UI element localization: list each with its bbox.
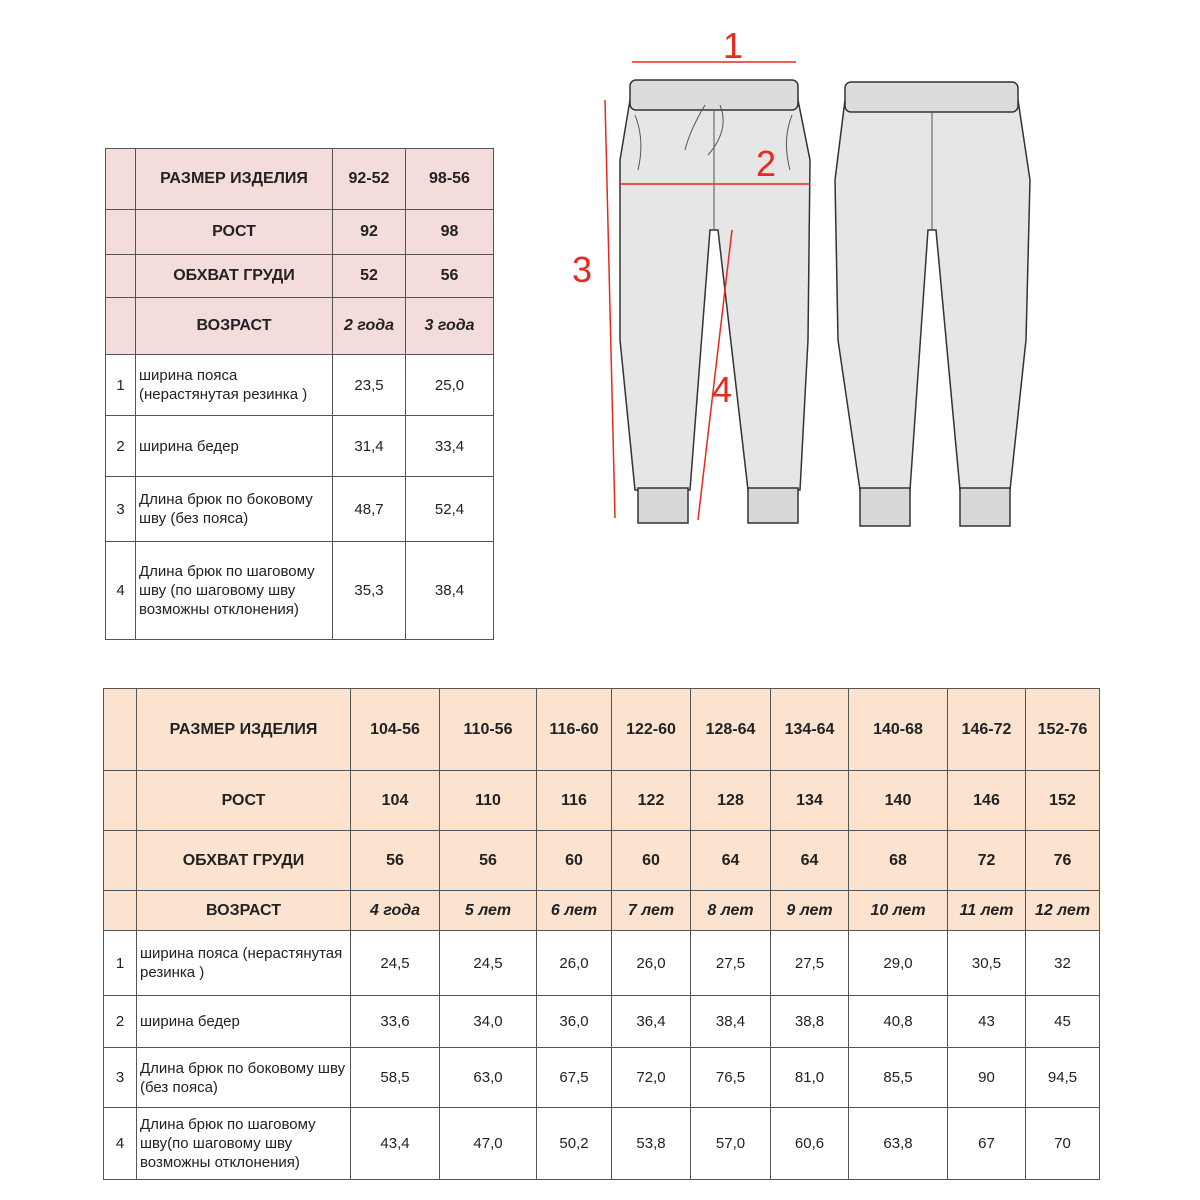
age-value: 3 года <box>406 298 494 355</box>
row-value: 63,0 <box>440 1048 537 1108</box>
chest-label: ОБХВАТ ГРУДИ <box>137 831 351 891</box>
row-value: 25,0 <box>406 355 494 416</box>
row-value: 30,5 <box>948 931 1026 996</box>
size-value: 104-56 <box>351 689 440 771</box>
chest-label: ОБХВАТ ГРУДИ <box>136 255 333 298</box>
blank-cell <box>106 210 136 255</box>
row-description: Длина брюк по шаговому шву (по шаговому шву возможны отклонения) <box>136 542 333 640</box>
row-value: 57,0 <box>691 1108 771 1180</box>
large-size-table <box>103 688 1100 1180</box>
size-value: 134-64 <box>771 689 849 771</box>
row-value: 45 <box>1026 996 1100 1048</box>
row-value: 67,5 <box>537 1048 612 1108</box>
chest-value: 76 <box>1026 831 1100 891</box>
chest-value: 52 <box>333 255 406 298</box>
row-value: 43,4 <box>351 1108 440 1180</box>
chest-value: 64 <box>691 831 771 891</box>
row-value: 81,0 <box>771 1048 849 1108</box>
chest-value: 60 <box>612 831 691 891</box>
row-value: 90 <box>948 1048 1026 1108</box>
blank-cell <box>104 831 137 891</box>
table-row <box>106 355 494 416</box>
front-pants-body <box>620 100 810 490</box>
blank-cell <box>104 689 137 771</box>
pants-diagram <box>560 20 1040 540</box>
chest-value: 56 <box>351 831 440 891</box>
height-value: 92 <box>333 210 406 255</box>
row-number: 2 <box>106 416 136 477</box>
size-value: 146-72 <box>948 689 1026 771</box>
row-value: 85,5 <box>849 1048 948 1108</box>
row-value: 36,0 <box>537 996 612 1048</box>
table-row <box>104 1048 1100 1108</box>
row-description: ширина пояса (нерастянутая резинка ) <box>136 355 333 416</box>
size-value: 98-56 <box>406 149 494 210</box>
size-value: 140-68 <box>849 689 948 771</box>
row-value: 43 <box>948 996 1026 1048</box>
row-value: 27,5 <box>691 931 771 996</box>
row-value: 26,0 <box>537 931 612 996</box>
size-value: 128-64 <box>691 689 771 771</box>
row-value: 27,5 <box>771 931 849 996</box>
row-value: 76,5 <box>691 1048 771 1108</box>
header-row-height <box>106 210 494 255</box>
height-value: 140 <box>849 771 948 831</box>
row-value: 48,7 <box>333 477 406 542</box>
height-label: РОСТ <box>136 210 333 255</box>
age-value: 4 года <box>351 891 440 931</box>
front-right-cuff <box>748 488 798 523</box>
row-description: ширина бедер <box>137 996 351 1048</box>
row-number: 3 <box>106 477 136 542</box>
height-value: 122 <box>612 771 691 831</box>
blank-cell <box>104 891 137 931</box>
chest-value: 72 <box>948 831 1026 891</box>
front-left-cuff <box>638 488 688 523</box>
row-value: 70 <box>1026 1108 1100 1180</box>
row-description: Длина брюк по шаговому шву(по шаговому шву возможны отклонения) <box>137 1108 351 1180</box>
front-waistband <box>630 80 798 110</box>
height-label: РОСТ <box>137 771 351 831</box>
row-number: 3 <box>104 1048 137 1108</box>
row-value: 38,4 <box>691 996 771 1048</box>
chest-value: 68 <box>849 831 948 891</box>
age-value: 12 лет <box>1026 891 1100 931</box>
header-row-age <box>104 891 1100 931</box>
blank-cell <box>106 149 136 210</box>
row-description: ширина бедер <box>136 416 333 477</box>
blank-cell <box>106 255 136 298</box>
table-row <box>106 477 494 542</box>
height-value: 134 <box>771 771 849 831</box>
row-number: 4 <box>104 1108 137 1180</box>
age-label: ВОЗРАСТ <box>137 891 351 931</box>
table-row <box>104 996 1100 1048</box>
row-value: 32 <box>1026 931 1100 996</box>
chest-value: 56 <box>406 255 494 298</box>
marker-4: 4 <box>712 369 733 410</box>
blank-cell <box>106 298 136 355</box>
marker-2: 2 <box>756 143 777 184</box>
marker-3: 3 <box>572 249 593 290</box>
table-row <box>104 1108 1100 1180</box>
row-value: 23,5 <box>333 355 406 416</box>
row-number: 4 <box>106 542 136 640</box>
row-value: 38,4 <box>406 542 494 640</box>
measure-line-3 <box>605 100 615 518</box>
blank-cell <box>104 771 137 831</box>
row-value: 47,0 <box>440 1108 537 1180</box>
age-value: 8 лет <box>691 891 771 931</box>
back-right-cuff <box>960 488 1010 526</box>
row-value: 34,0 <box>440 996 537 1048</box>
height-value: 128 <box>691 771 771 831</box>
row-value: 67 <box>948 1108 1026 1180</box>
age-value: 7 лет <box>612 891 691 931</box>
row-value: 36,4 <box>612 996 691 1048</box>
size-value: 92-52 <box>333 149 406 210</box>
row-value: 31,4 <box>333 416 406 477</box>
row-value: 35,3 <box>333 542 406 640</box>
size-value: 122-60 <box>612 689 691 771</box>
chest-value: 64 <box>771 831 849 891</box>
size-label: РАЗМЕР ИЗДЕЛИЯ <box>136 149 333 210</box>
age-value: 10 лет <box>849 891 948 931</box>
row-description: Длина брюк по боковому шву (без пояса) <box>136 477 333 542</box>
small-size-table <box>105 148 494 640</box>
row-value: 52,4 <box>406 477 494 542</box>
header-row-height <box>104 771 1100 831</box>
height-value: 146 <box>948 771 1026 831</box>
row-value: 50,2 <box>537 1108 612 1180</box>
table-row <box>106 416 494 477</box>
height-value: 152 <box>1026 771 1100 831</box>
row-value: 72,0 <box>612 1048 691 1108</box>
row-number: 1 <box>106 355 136 416</box>
row-value: 38,8 <box>771 996 849 1048</box>
size-value: 152-76 <box>1026 689 1100 771</box>
marker-1: 1 <box>723 25 744 66</box>
row-value: 94,5 <box>1026 1048 1100 1108</box>
height-value: 116 <box>537 771 612 831</box>
height-value: 104 <box>351 771 440 831</box>
back-left-cuff <box>860 488 910 526</box>
header-row-chest <box>104 831 1100 891</box>
row-value: 26,0 <box>612 931 691 996</box>
table-row <box>106 542 494 640</box>
row-value: 58,5 <box>351 1048 440 1108</box>
age-value: 11 лет <box>948 891 1026 931</box>
back-waistband <box>845 82 1018 112</box>
header-row-age <box>106 298 494 355</box>
row-description: ширина пояса (нерастянутая резинка ) <box>137 931 351 996</box>
size-value: 116-60 <box>537 689 612 771</box>
chest-value: 60 <box>537 831 612 891</box>
age-label: ВОЗРАСТ <box>136 298 333 355</box>
row-value: 24,5 <box>351 931 440 996</box>
height-value: 98 <box>406 210 494 255</box>
header-row-size <box>104 689 1100 771</box>
table-row <box>104 931 1100 996</box>
row-value: 60,6 <box>771 1108 849 1180</box>
row-value: 29,0 <box>849 931 948 996</box>
header-row-chest <box>106 255 494 298</box>
size-value: 110-56 <box>440 689 537 771</box>
age-value: 5 лет <box>440 891 537 931</box>
row-value: 63,8 <box>849 1108 948 1180</box>
age-value: 6 лет <box>537 891 612 931</box>
row-number: 2 <box>104 996 137 1048</box>
row-number: 1 <box>104 931 137 996</box>
age-value: 2 года <box>333 298 406 355</box>
row-value: 24,5 <box>440 931 537 996</box>
age-value: 9 лет <box>771 891 849 931</box>
height-value: 110 <box>440 771 537 831</box>
row-value: 53,8 <box>612 1108 691 1180</box>
header-row-size <box>106 149 494 210</box>
row-value: 33,6 <box>351 996 440 1048</box>
row-value: 40,8 <box>849 996 948 1048</box>
size-label: РАЗМЕР ИЗДЕЛИЯ <box>137 689 351 771</box>
row-value: 33,4 <box>406 416 494 477</box>
chest-value: 56 <box>440 831 537 891</box>
row-description: Длина брюк по боковому шву (без пояса) <box>137 1048 351 1108</box>
